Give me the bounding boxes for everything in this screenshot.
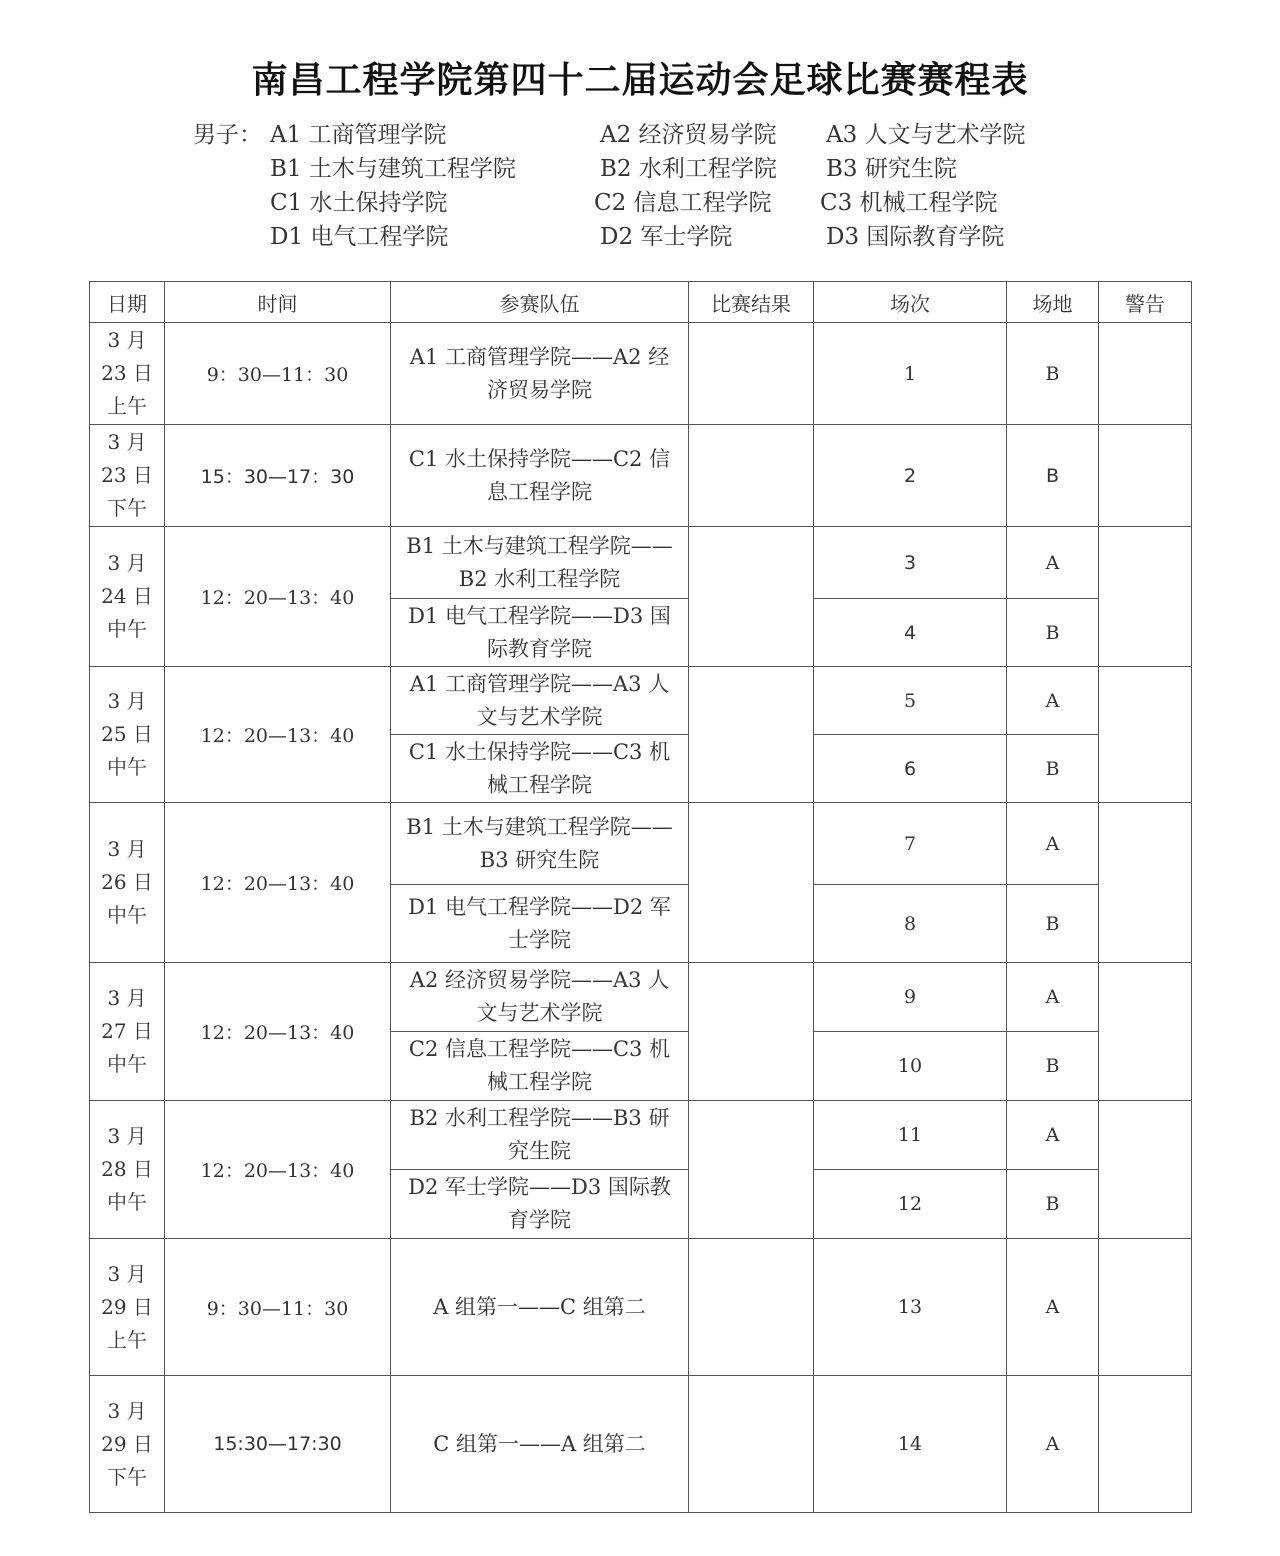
- group-team: D3 国际教育学院: [826, 224, 1005, 250]
- warning-cell: [1099, 1376, 1192, 1513]
- field-cell: B: [1007, 1032, 1099, 1101]
- group-team: A3 人文与艺术学院: [826, 122, 1026, 148]
- table-row: [90, 1239, 1192, 1376]
- groups-header: 男子：: [193, 122, 262, 148]
- table-row: [90, 527, 1192, 599]
- teams-cell: A1 工商管理学院——A2 经济贸易学院: [391, 323, 689, 425]
- schedule-table: [89, 281, 1192, 1513]
- field-cell: B: [1007, 323, 1099, 425]
- warning-cell: [1099, 667, 1192, 803]
- group-team: D1 电气工程学院: [270, 224, 449, 250]
- result-cell: [689, 527, 814, 667]
- table-row: [90, 803, 1192, 885]
- date-cell: 3 月 29 日 上午: [90, 1239, 165, 1376]
- result-cell: [689, 667, 814, 803]
- group-team: A2 经济贸易学院: [600, 122, 777, 148]
- table-row: [90, 1101, 1192, 1170]
- round-cell: 6: [814, 735, 1007, 803]
- group-list: [0, 112, 1280, 252]
- field-cell: B: [1007, 885, 1099, 963]
- warning-cell: [1099, 1101, 1192, 1239]
- header-date: 日期: [90, 282, 165, 323]
- time-cell: 12：20—13：40: [165, 1101, 391, 1239]
- time-cell: 9：30—11：30: [165, 323, 391, 425]
- table-row: [90, 667, 1192, 735]
- date-cell: 3 月 24 日 中午: [90, 527, 165, 667]
- teams-cell: B1 土木与建筑工程学院——B2 水利工程学院: [391, 527, 689, 599]
- result-cell: [689, 425, 814, 527]
- teams-cell: C 组第一——A 组第二: [391, 1376, 689, 1513]
- date-cell: 3 月 23 日 上午: [90, 323, 165, 425]
- time-cell: 15：30—17：30: [165, 425, 391, 527]
- field-cell: A: [1007, 1101, 1099, 1170]
- field-cell: A: [1007, 963, 1099, 1032]
- round-cell: 4: [814, 599, 1007, 667]
- date-cell: 3 月 26 日 中午: [90, 803, 165, 963]
- warning-cell: [1099, 323, 1192, 425]
- header-warning: 警告: [1099, 282, 1192, 323]
- header-teams: 参赛队伍: [391, 282, 689, 323]
- warning-cell: [1099, 425, 1192, 527]
- field-cell: B: [1007, 735, 1099, 803]
- result-cell: [689, 1239, 814, 1376]
- teams-cell: D1 电气工程学院——D2 军士学院: [391, 885, 689, 963]
- round-cell: 10: [814, 1032, 1007, 1101]
- field-cell: A: [1007, 527, 1099, 599]
- round-cell: 3: [814, 527, 1007, 599]
- field-cell: A: [1007, 1239, 1099, 1376]
- result-cell: [689, 963, 814, 1101]
- field-cell: B: [1007, 425, 1099, 527]
- table-row: [90, 963, 1192, 1032]
- date-cell: 3 月 28 日 中午: [90, 1101, 165, 1239]
- warning-cell: [1099, 963, 1192, 1101]
- group-team: B2 水利工程学院: [600, 156, 777, 182]
- teams-cell: D2 军士学院——D3 国际教育学院: [391, 1170, 689, 1239]
- round-cell: 5: [814, 667, 1007, 735]
- page-title: 南昌工程学院第四十二届运动会足球比赛赛程表: [251, 60, 1029, 101]
- group-team: C3 机械工程学院: [820, 190, 998, 216]
- time-cell: 9：30—11：30: [165, 1239, 391, 1376]
- warning-cell: [1099, 803, 1192, 963]
- result-cell: [689, 1376, 814, 1513]
- time-cell: 12：20—13：40: [165, 527, 391, 667]
- group-team: A1 工商管理学院: [270, 122, 447, 148]
- warning-cell: [1099, 1239, 1192, 1376]
- round-cell: 11: [814, 1101, 1007, 1170]
- field-cell: A: [1007, 803, 1099, 885]
- date-cell: 3 月 25 日 中午: [90, 667, 165, 803]
- table-row: [90, 1376, 1192, 1513]
- group-team: C2 信息工程学院: [594, 190, 772, 216]
- header-round: 场次: [814, 282, 1007, 323]
- round-cell: 8: [814, 885, 1007, 963]
- teams-cell: C1 水土保持学院——C3 机械工程学院: [391, 735, 689, 803]
- field-cell: A: [1007, 1376, 1099, 1513]
- field-cell: A: [1007, 667, 1099, 735]
- group-team: B3 研究生院: [826, 156, 957, 182]
- result-cell: [689, 323, 814, 425]
- teams-cell: A1 工商管理学院——A3 人文与艺术学院: [391, 667, 689, 735]
- round-cell: 1: [814, 323, 1007, 425]
- time-cell: 12：20—13：40: [165, 667, 391, 803]
- round-cell: 9: [814, 963, 1007, 1032]
- round-cell: 14: [814, 1376, 1007, 1513]
- field-cell: B: [1007, 599, 1099, 667]
- teams-cell: B1 土木与建筑工程学院——B3 研究生院: [391, 803, 689, 885]
- table-row: [90, 323, 1192, 425]
- header-result: 比赛结果: [689, 282, 814, 323]
- group-team: C1 水土保持学院: [270, 190, 448, 216]
- teams-cell: C2 信息工程学院——C3 机械工程学院: [391, 1032, 689, 1101]
- teams-cell: D1 电气工程学院——D3 国际教育学院: [391, 599, 689, 667]
- time-cell: 15:30—17:30: [165, 1376, 391, 1513]
- group-team: B1 土木与建筑工程学院: [270, 156, 516, 182]
- header-field: 场地: [1007, 282, 1099, 323]
- group-team: D2 军士学院: [600, 224, 733, 250]
- time-cell: 12：20—13：40: [165, 803, 391, 963]
- warning-cell: [1099, 527, 1192, 667]
- teams-cell: C1 水土保持学院——C2 信息工程学院: [391, 425, 689, 527]
- round-cell: 7: [814, 803, 1007, 885]
- date-cell: 3 月 23 日 下午: [90, 425, 165, 527]
- date-cell: 3 月 29 日 下午: [90, 1376, 165, 1513]
- field-cell: B: [1007, 1170, 1099, 1239]
- result-cell: [689, 803, 814, 963]
- round-cell: 13: [814, 1239, 1007, 1376]
- round-cell: 2: [814, 425, 1007, 527]
- date-cell: 3 月 27 日 中午: [90, 963, 165, 1101]
- table-row: [90, 425, 1192, 527]
- teams-cell: B2 水利工程学院——B3 研究生院: [391, 1101, 689, 1170]
- header-time: 时间: [165, 282, 391, 323]
- teams-cell: A 组第一——C 组第二: [391, 1239, 689, 1376]
- teams-cell: A2 经济贸易学院——A3 人文与艺术学院: [391, 963, 689, 1032]
- time-cell: 12：20—13：40: [165, 963, 391, 1101]
- round-cell: 12: [814, 1170, 1007, 1239]
- result-cell: [689, 1101, 814, 1239]
- table-header-row: [90, 282, 1192, 323]
